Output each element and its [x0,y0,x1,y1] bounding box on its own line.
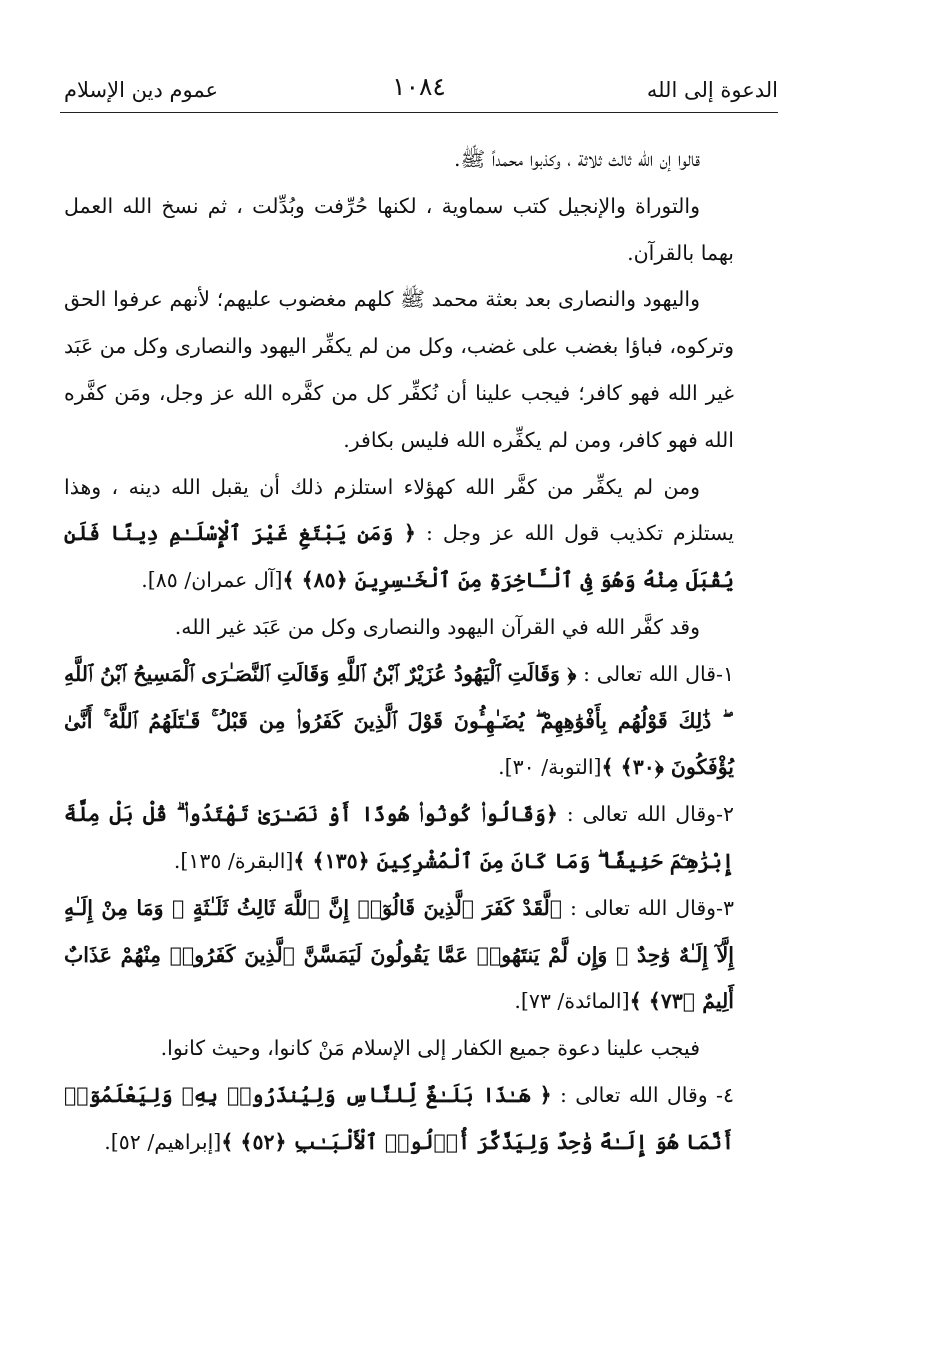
quran-verse: ﴿ وَقَالَتِ ٱلْيَهُودُ عُزَيْرٌ ٱبْنُ ٱللَّهِ وَقَالَتِ ٱلنَّصَـٰرَى ٱلْمَسِيحُ ٱبْنُ ٱللَّهِ ۖ ذَٰلِكَ قَوْلُهُم بِأَفْوَٰهِهِمْ ۖ يُضَـٰهِـُٔونَ قَوْلَ ٱلَّذِينَ كَفَرُوا۟ مِن قَبْلُ ۚ قَـٰتَلَهُمُ ٱللَّهُ ۚ أَنَّىٰ يُؤْفَكُونَ ﴿٣٠﴾ ﴾ [64,661,734,780]
header-rule [60,112,778,113]
verse-reference: [المائدة/ ٧٣]. [514,989,630,1014]
running-header [60,70,778,110]
quran-verse-85: ﴿ وَمَن يَبْتَغِ غَيْرَ ٱلْإِسْلَـٰمِ دِينًا فَلَن يُقْبَلَ مِنْهُ وَهُوَ فِى ٱلْـَٔاخِرَةِ مِنَ ٱلْخَـٰسِرِينَ ﴿٨٥﴾ ﴾ [64,521,734,593]
paragraph-4-text: ومن لم يكفِّر من كفَّر الله كهؤلاء استلزم ذلك أن يقبل الله دينه ، وهذا يستلزم تكذيب قول الله عز وجل : [64,474,734,546]
item-lead: ٤- وقال الله تعالى : [560,1082,734,1107]
body-text [64,136,734,1166]
item-lead: ٢-وقال الله تعالى : [566,802,734,827]
verse-reference-85: [آل عمران/ ٨٥]. [141,568,283,593]
list-item [64,651,734,791]
item-lead: ٣-وقال الله تعالى : [569,895,734,920]
paragraph-4 [64,464,734,604]
list-item [64,791,734,885]
list-item [64,885,734,1025]
header-book-title: الدعوة إلى الله [646,78,778,102]
verse-reference: [البقرة/ ١٣٥]. [173,848,294,873]
quran-verse: ﴿ هَـٰذَا بَلَـٰغٌ لِّلنَّاسِ وَلِيُنذَرُوا۟ بِهِۦ وَلِيَعْلَمُوٓا۟ أَنَّمَا هُوَ إِلَـٰهٌ وَٰحِدٌ وَلِيَذَّكَّرَ أُو۟لُوا۟ ٱلْأَلْبَـٰبِ ﴿٥٢﴾ ﴾ [64,1082,734,1154]
page-number: ١٠٨٤ [392,72,446,101]
verse-reference: [التوبة/ ٣٠]. [498,755,602,780]
paragraph-6: فيجب علينا دعوة جميع الكفار إلى الإسلام مَنْ كانوا، وحيث كانوا. [160,1036,700,1061]
quran-verse: ﴿لَّقَدْ كَفَرَ ٱلَّذِينَ قَالُوٓا۟ إِنَّ ٱللَّهَ ثَالِثُ ثَلَـٰثَةٍ ۘ وَمَا مِنْ إِلَـٰهٍ إِلَّآ إِلَـٰهٌ وَٰحِدٌ ۚ وَإِن لَّمْ يَنتَهُوا۟ عَمَّا يَقُولُونَ لَيَمَسَّنَّ ٱلَّذِينَ كَفَرُوا۟ مِنْهُمْ عَذَابٌ أَلِيمٌ ﴿٧٣﴾ ﴾ [64,895,734,1014]
paragraph-2: والتوراة والإنجيل كتب سماوية ، لكنها حُرِّفت وبُدِّلت ، ثم نسخ الله العمل بهما بالقرآن. [64,193,734,265]
quran-verse: ﴿وَقَالُوا۟ كُونُوا۟ هُودًا أَوْ نَصَـٰرَىٰ تَهْتَدُوا۟ ۗ قُلْ بَلْ مِلَّةَ إِبْرَٰهِـۧمَ حَنِيفًا ۖ وَمَا كَانَ مِنَ ٱلْمُشْرِكِينَ ﴿١٣٥﴾ ﴾ [64,802,734,873]
paragraph-5: وقد كفَّر الله في القرآن اليهود والنصارى وكل من عَبَد غير الله. [174,614,700,639]
item-lead: ١-قال الله تعالى : [583,661,734,686]
paragraph-1: قالوا إن الله ثالث ثلاثة ، وكذبوا محمداً ﷺ. [454,147,700,171]
paragraph-3: واليهود والنصارى بعد بعثة محمد ﷺ كلهم مغضوب عليهم؛ لأنهم عرفوا الحق وتركوه، فباؤا بغضب على غضب، وكل من لم يكفِّر اليهود والنصارى وكل من عَبَد غير الله فهو كافر؛ فيجب علينا أن نُكفِّر كل من كفَّره الله عز وجل، ومَن كفَّره الله فهو كافر، ومن لم يكفِّره الله فليس بكافر. [64,287,734,452]
header-chapter-title: عموم دين الإسلام [64,78,218,102]
verse-reference: [إبراهيم/ ٥٢]. [104,1129,222,1154]
list-item [64,1072,734,1166]
